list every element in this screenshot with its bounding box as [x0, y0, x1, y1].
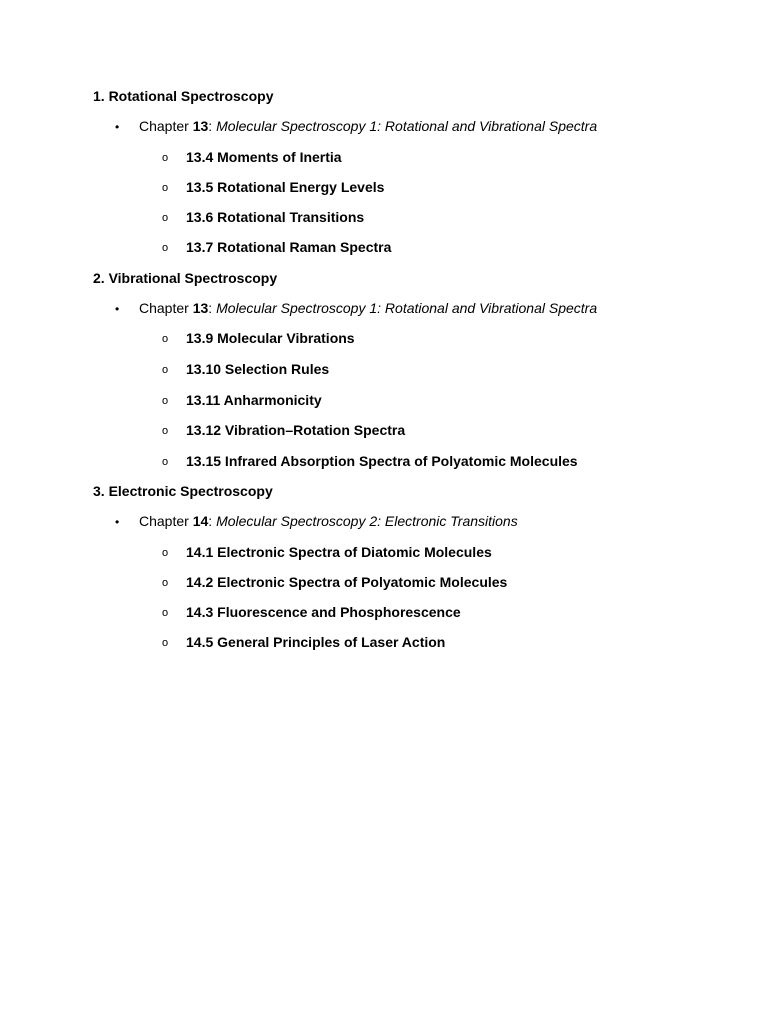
list-item: 13.12 Vibration–Rotation Spectra [186, 422, 406, 438]
chapter-separator: : [208, 300, 217, 316]
sub-bullet-marker: o [162, 607, 169, 619]
bullet-marker: • [115, 302, 120, 316]
sub-bullet-marker: o [162, 242, 169, 254]
sub-bullet-marker: o [162, 637, 169, 649]
section-heading: 1. Rotational Spectroscopy [93, 88, 274, 104]
sub-bullet-marker: o [162, 364, 169, 376]
chapter-title: Molecular Spectroscopy 2: Electronic Transitions [216, 513, 518, 529]
sub-bullet-marker: o [162, 395, 169, 407]
list-item: 14.2 Electronic Spectra of Polyatomic Molecules [186, 574, 508, 590]
section-heading: 2. Vibrational Spectroscopy [93, 270, 278, 286]
sub-bullet-marker: o [162, 425, 169, 437]
sub-bullet-marker: o [162, 182, 169, 194]
list-item: 14.5 General Principles of Laser Action [186, 634, 446, 650]
list-item: 13.5 Rotational Energy Levels [186, 179, 385, 195]
chapter-title: Molecular Spectroscopy 1: Rotational and Vibrational Spectra [216, 118, 598, 134]
chapter-reference [139, 298, 597, 318]
chapter-number: 13 [192, 300, 209, 316]
list-item: 13.11 Anharmonicity [186, 392, 322, 408]
chapter-prefix: Chapter [139, 513, 193, 529]
chapter-number: 14 [192, 513, 209, 529]
chapter-number: 13 [192, 118, 209, 134]
chapter-title: Molecular Spectroscopy 1: Rotational and Vibrational Spectra [216, 300, 598, 316]
chapter-reference [139, 116, 597, 136]
list-item: 14.3 Fluorescence and Phosphorescence [186, 604, 461, 620]
list-item: 13.4 Moments of Inertia [186, 149, 342, 165]
sub-bullet-marker: o [162, 577, 169, 589]
chapter-separator: : [208, 513, 217, 529]
list-item: 13.10 Selection Rules [186, 361, 330, 377]
list-item: 13.9 Molecular Vibrations [186, 330, 355, 346]
sub-bullet-marker: o [162, 333, 169, 345]
list-item: 13.7 Rotational Raman Spectra [186, 239, 392, 255]
list-item: 14.1 Electronic Spectra of Diatomic Molecules [186, 544, 492, 560]
chapter-prefix: Chapter [139, 300, 193, 316]
section-heading: 3. Electronic Spectroscopy [93, 483, 273, 499]
sub-bullet-marker: o [162, 212, 169, 224]
sub-bullet-marker: o [162, 547, 169, 559]
chapter-separator: : [208, 118, 217, 134]
list-item: 13.6 Rotational Transitions [186, 209, 365, 225]
sub-bullet-marker: o [162, 456, 169, 468]
list-item: 13.15 Infrared Absorption Spectra of Polyatomic Molecules [186, 453, 578, 469]
sub-bullet-marker: o [162, 152, 169, 164]
bullet-marker: • [115, 120, 120, 134]
chapter-reference [139, 511, 518, 531]
chapter-prefix: Chapter [139, 118, 193, 134]
bullet-marker: • [115, 515, 120, 529]
